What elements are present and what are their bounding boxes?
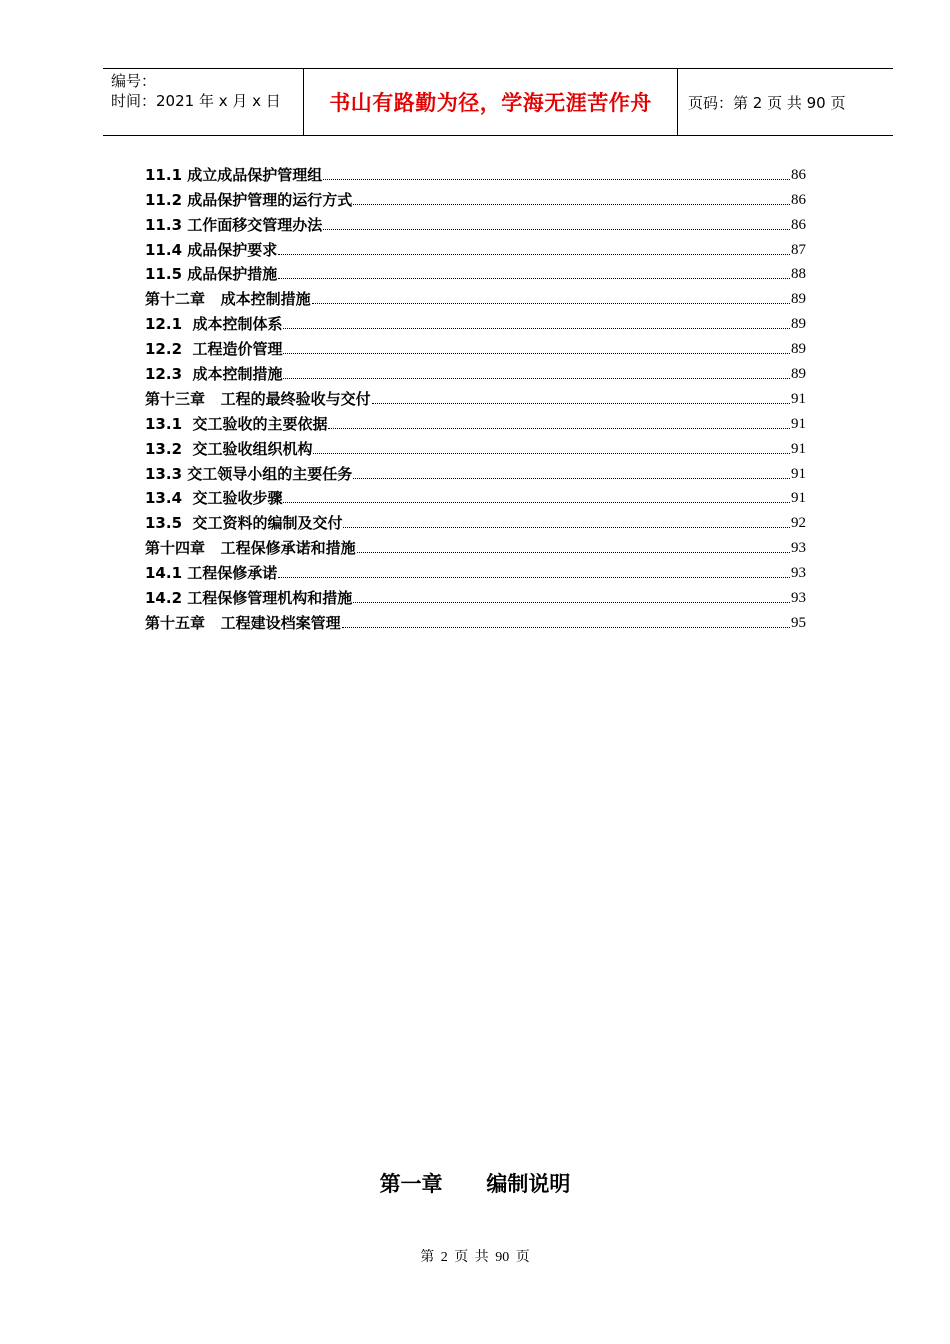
- toc-entry-label: 14.1 工程保修承诺: [145, 564, 278, 583]
- toc-entry[interactable]: [145, 210, 806, 235]
- toc-dot-leader: [283, 501, 790, 503]
- header-motto: 书山有路勤为径，学海无涯苦作舟: [304, 69, 678, 135]
- toc-entry[interactable]: [145, 309, 806, 334]
- toc-dot-leader: [278, 253, 790, 255]
- toc-entry-page: 91: [791, 440, 806, 457]
- toc-entry[interactable]: [145, 185, 806, 210]
- toc-entry-page: 86: [791, 216, 806, 233]
- toc-entry-label: 13.1 交工验收的主要依据: [145, 414, 328, 433]
- toc-entry-page: 89: [791, 366, 806, 383]
- toc-entry[interactable]: [145, 235, 806, 260]
- toc-entry-label: 第十三章 工程的最终验收与交付: [145, 389, 371, 408]
- toc-entry-page: 91: [791, 415, 806, 432]
- toc-entry-page: 89: [791, 316, 806, 333]
- toc-dot-leader: [278, 576, 790, 578]
- toc-dot-leader: [353, 601, 790, 603]
- toc-entry[interactable]: [145, 583, 806, 608]
- toc-entry-page: 93: [791, 540, 806, 557]
- toc-dot-leader: [313, 452, 790, 454]
- toc-dot-leader: [323, 178, 790, 180]
- toc-entry-page: 88: [791, 266, 806, 283]
- toc-dot-leader: [323, 228, 790, 230]
- toc-dot-leader: [353, 203, 790, 205]
- header-number-label: 编号：: [111, 72, 157, 90]
- toc-entry[interactable]: [145, 284, 806, 309]
- toc-entry[interactable]: [145, 459, 806, 484]
- header-date: 时间：2021 年 x 月 x 日: [111, 92, 281, 110]
- toc-entry-label: 11.2 成品保护管理的运行方式: [145, 190, 353, 209]
- toc-entry-label: 11.3 工作面移交管理办法: [145, 215, 323, 234]
- toc-entry[interactable]: [145, 334, 806, 359]
- toc-entry[interactable]: [145, 260, 806, 285]
- toc-entry-label: 13.3 交工领导小组的主要任务: [145, 464, 353, 483]
- chapter-title: 第一章 编制说明: [379, 1172, 571, 1196]
- toc-entry-page: 91: [791, 390, 806, 407]
- toc-dot-leader: [283, 377, 790, 379]
- toc-dot-leader: [328, 427, 790, 429]
- toc-entry-label: 12.1 成本控制体系: [145, 315, 283, 334]
- toc-entry-page: 89: [791, 341, 806, 358]
- page-footer: 第 2 页 共 90 页: [420, 1250, 530, 1265]
- toc-entry[interactable]: [145, 160, 806, 185]
- toc-dot-leader: [357, 551, 790, 553]
- header-meta: [103, 69, 304, 135]
- toc-entry-label: 12.2 工程造价管理: [145, 340, 283, 359]
- toc-entry-page: 86: [791, 166, 806, 183]
- toc-entry[interactable]: [145, 434, 806, 459]
- toc-dot-leader: [312, 302, 790, 304]
- toc-entry[interactable]: [145, 484, 806, 509]
- toc-entry[interactable]: [145, 359, 806, 384]
- toc-dot-leader: [353, 477, 790, 479]
- toc-entry-label: 第十二章 成本控制措施: [145, 290, 311, 309]
- toc-entry-label: 14.2 工程保修管理机构和措施: [145, 589, 353, 608]
- page-header: [103, 68, 893, 136]
- toc-dot-leader: [342, 626, 790, 628]
- toc-entry-page: 86: [791, 191, 806, 208]
- toc-entry-label: 第十四章 工程保修承诺和措施: [145, 539, 356, 558]
- toc-dot-leader: [372, 402, 790, 404]
- toc-entry-label: 13.5 交工资料的编制及交付: [145, 514, 343, 533]
- toc-entry-label: 11.1 成立成品保护管理组: [145, 165, 323, 184]
- toc-entry-page: 91: [791, 465, 806, 482]
- toc-entry-page: 92: [791, 515, 806, 532]
- toc-entry-page: 89: [791, 291, 806, 308]
- toc-entry-label: 11.5 成品保护措施: [145, 265, 278, 284]
- toc-dot-leader: [283, 327, 790, 329]
- toc-entry-label: 13.4 交工验收步骤: [145, 489, 283, 508]
- toc-entry-page: 87: [791, 241, 806, 258]
- toc-entry-page: 91: [791, 490, 806, 507]
- toc-dot-leader: [343, 526, 790, 528]
- toc-entry-label: 11.4 成品保护要求: [145, 240, 278, 259]
- toc-dot-leader: [283, 352, 790, 354]
- toc-entry[interactable]: [145, 508, 806, 533]
- toc-entry[interactable]: [145, 384, 806, 409]
- toc-entry-page: 95: [791, 614, 806, 631]
- toc-entry[interactable]: [145, 533, 806, 558]
- toc-entry-label: 13.2 交工验收组织机构: [145, 439, 313, 458]
- toc-entry[interactable]: [145, 608, 806, 633]
- toc-entry[interactable]: [145, 558, 806, 583]
- toc-entry[interactable]: [145, 409, 806, 434]
- header-page-info: 页码：第 2 页 共 90 页: [688, 93, 846, 112]
- toc-entry-page: 93: [791, 565, 806, 582]
- toc-entry-page: 93: [791, 590, 806, 607]
- toc-entry-label: 12.3 成本控制措施: [145, 365, 283, 384]
- toc-entry-label: 第十五章 工程建设档案管理: [145, 613, 341, 632]
- toc-dot-leader: [278, 277, 790, 279]
- table-of-contents: [145, 160, 806, 633]
